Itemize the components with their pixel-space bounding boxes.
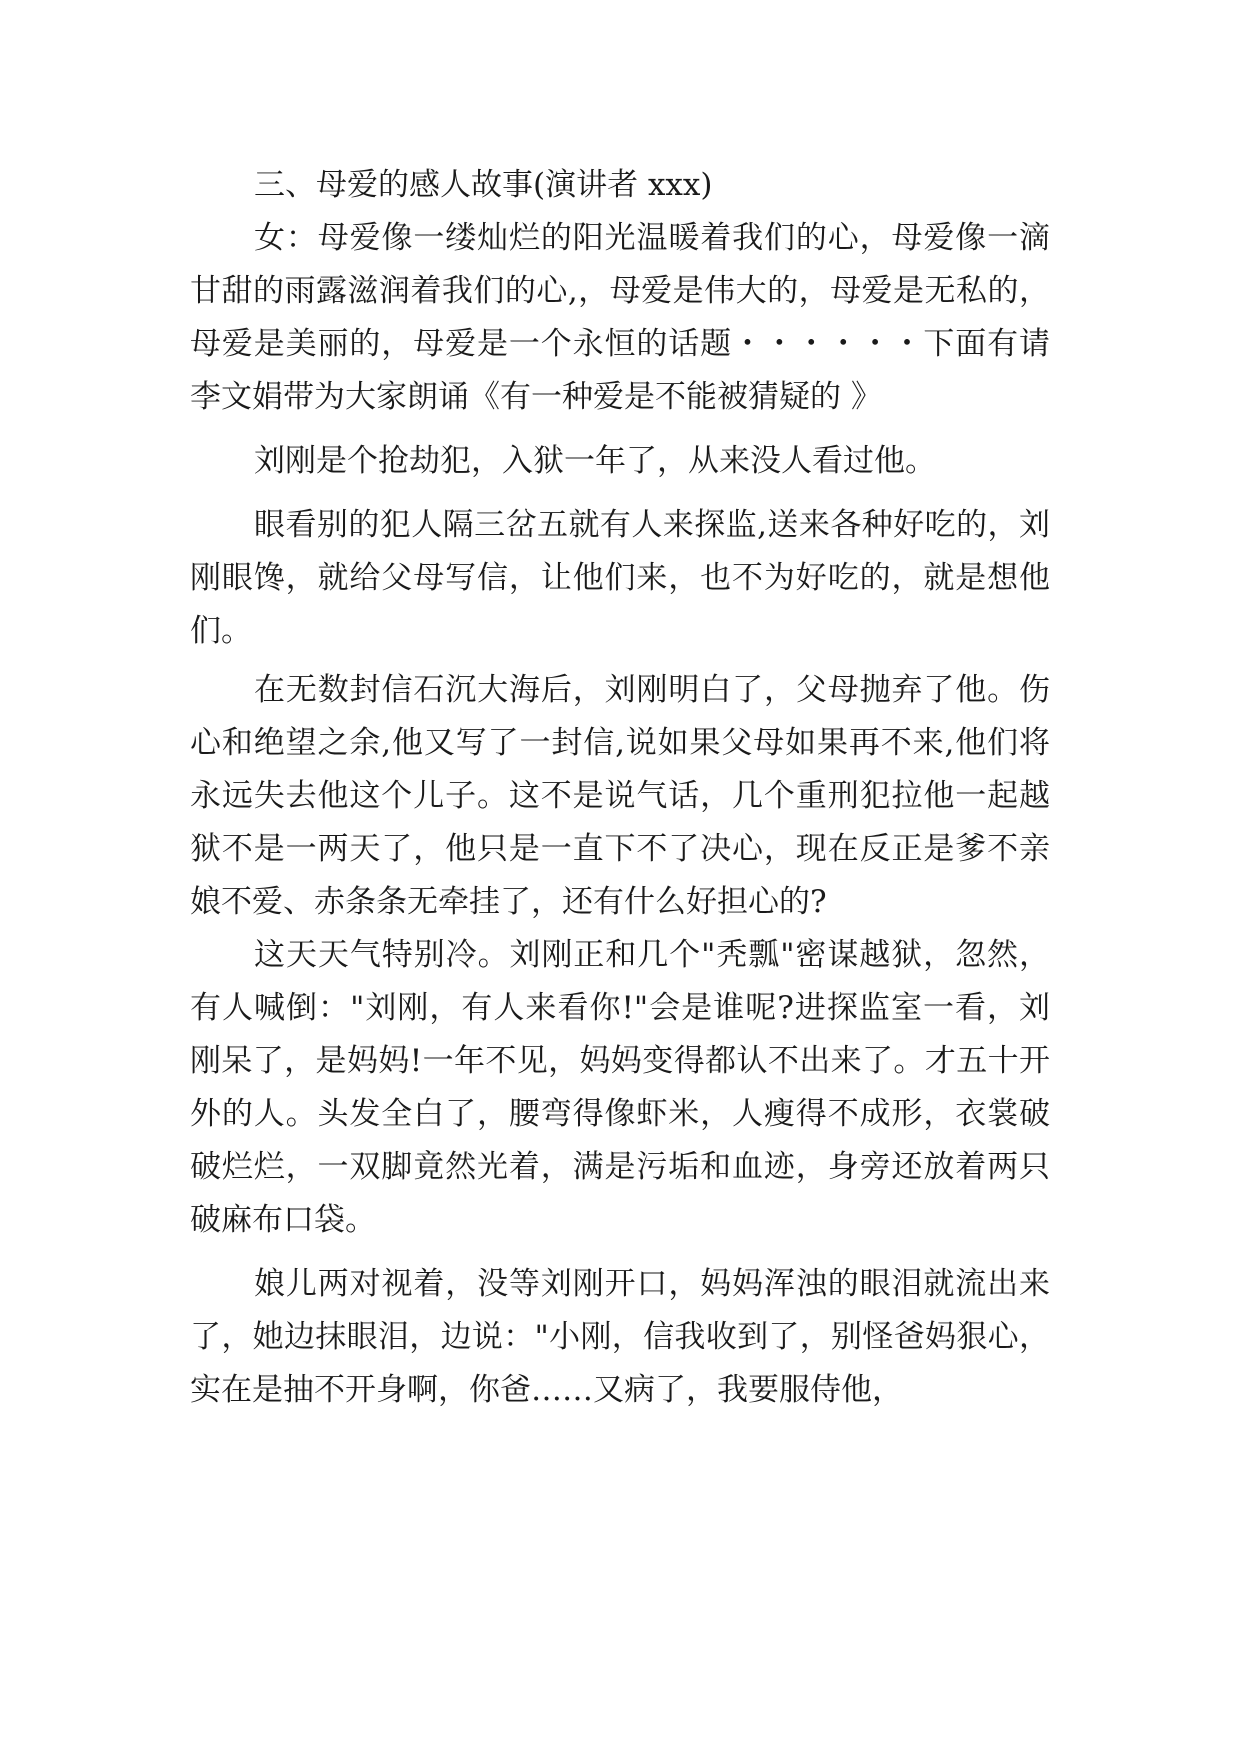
paragraph-mother-arrives: 这天天气特别冷。刘刚正和几个"秃瓢"密谋越狱，忽然，有人喊倒："刘刚，有人来看你!"会是谁呢?进探监室一看，刘刚呆了，是妈妈!一年不见，妈妈变得都认不出来了。才五十开外的人。头发全白了，腰弯得像虾米，人瘦得不成形，衣裳破破烂烂，一双脚竟然光着，满是污垢和血迹，身旁还放着两只破麻布口袋。 xyxy=(190,937,1050,1238)
paragraph-intro: 女：母爱像一缕灿烂的阳光温暖着我们的心，母爱像一滴甘甜的雨露滋润着我们的心,，母爱是伟大的，母爱是无私的，母爱是美丽的，母爱是一个永恒的话题・・・・・・下面有请李文娟带为大家朗诵《有一种爱是不能被猜疑的 》 xyxy=(190,220,1050,415)
paragraph-reunion: 娘儿两对视着，没等刘刚开口，妈妈浑浊的眼泪就流出来了，她边抹眼泪，边说："小刚，信我收到了，别怪爸妈狠心，实在是抽不开身啊，你爸……又病了，我要服侍他， xyxy=(190,1266,1050,1408)
paragraph-letter: 在无数封信石沉大海后，刘刚明白了，父母抛弃了他。伤心和绝望之余,他又写了一封信,说如果父母如果再不来,他们将永远失去他这个儿子。这不是说气话，几个重刑犯拉他一起越狱不是一两天了，他只是一直下不了决心，现在反正是爹不亲娘不爱、赤条条无牵挂了，还有什么好担心的? xyxy=(190,672,1050,920)
document-body xyxy=(190,159,1050,1417)
paragraph-visits: 眼看别的犯人隔三岔五就有人来探监,送来各种好吃的，刘刚眼馋，就给父母写信，让他们来，也不为好吃的，就是想他们。 xyxy=(190,507,1050,649)
paragraph-liugang-intro: 刘刚是个抢劫犯，入狱一年了，从来没人看过他。 xyxy=(254,443,936,479)
section-heading: 三、母爱的感人故事(演讲者 xxx) xyxy=(254,167,713,203)
